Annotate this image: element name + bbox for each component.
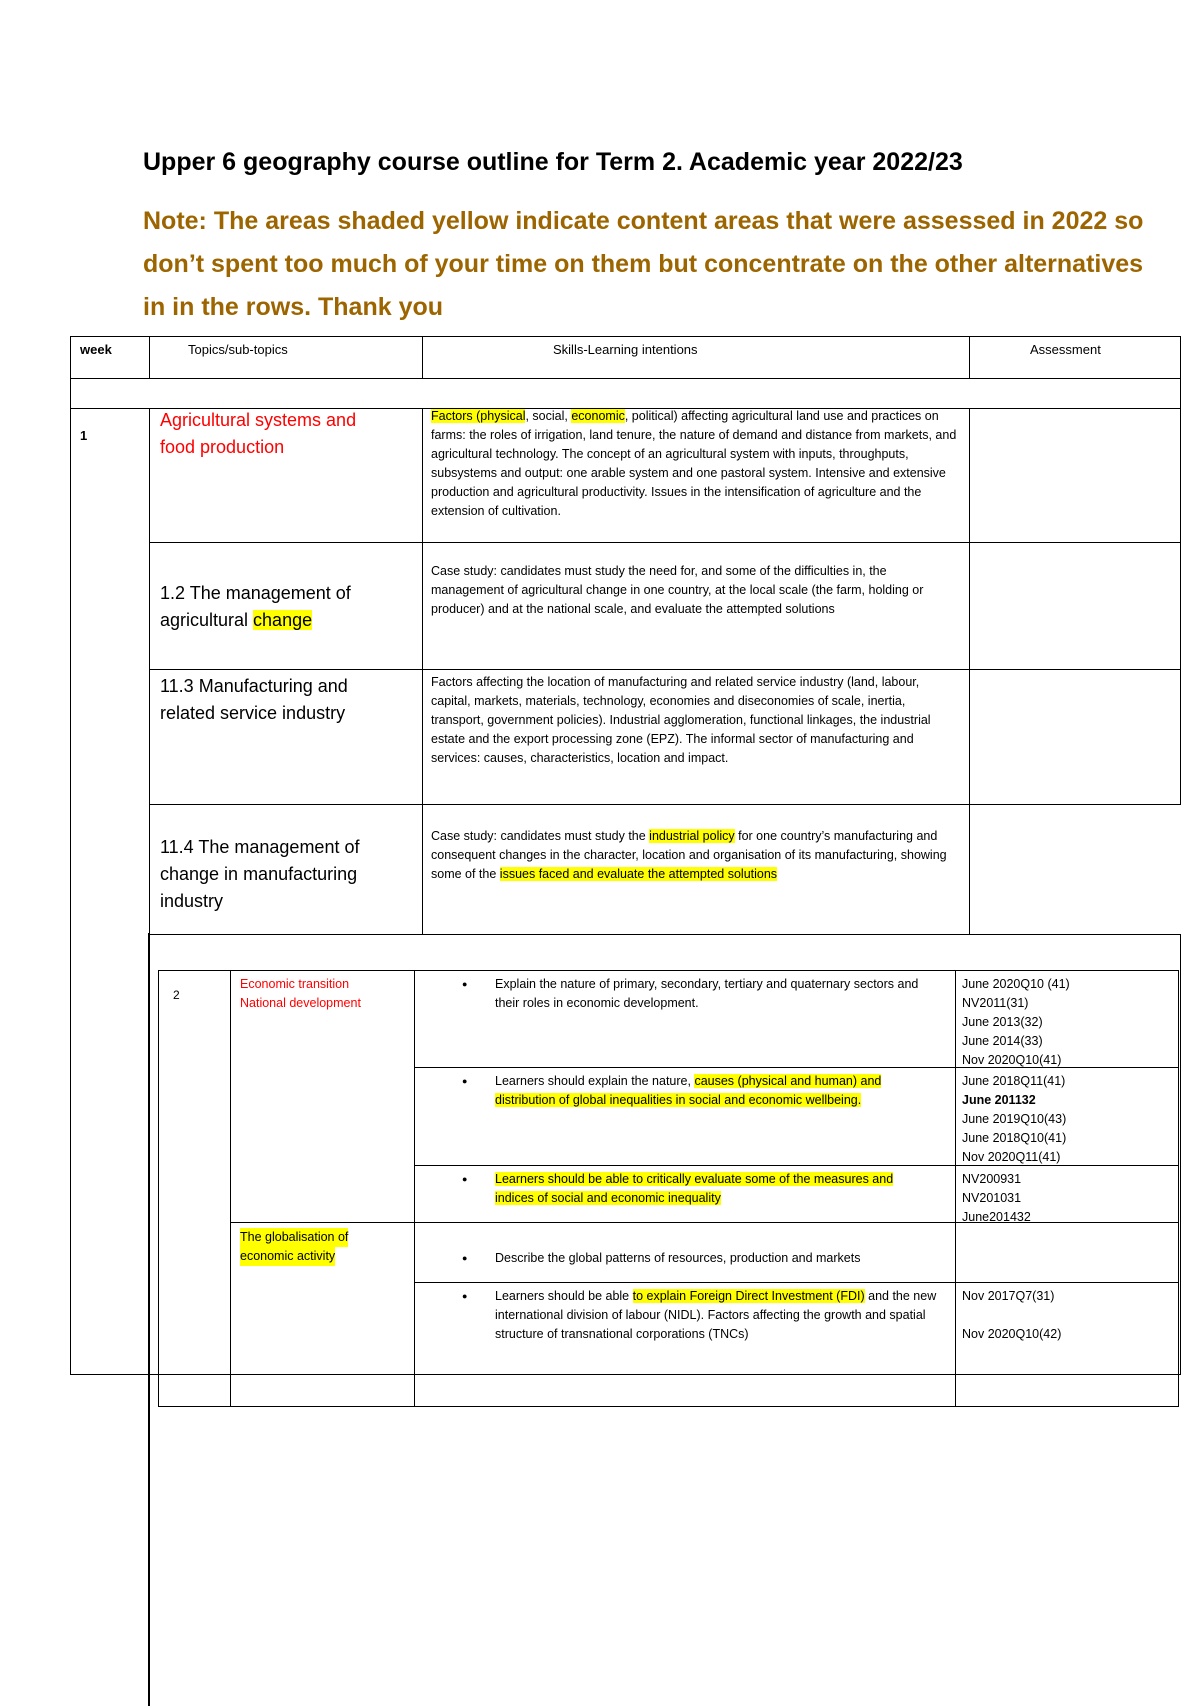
note-text: Note: The areas shaded yellow indicate content areas that were assessed in 2022 so don’t spent too much of your time on them but concentrate on the other alternatives in in the rows. Thank you <box>143 207 1144 321</box>
nested-divider <box>148 933 150 1706</box>
spacer-row <box>71 379 1181 409</box>
assessment-global-inequalities: June 2018Q11(41) June 201132 June 2019Q10(43) June 2018Q10(41) Nov 2020Q11(41) <box>962 1074 1067 1164</box>
topic-agricultural-systems: Agricultural systems and food production <box>160 410 357 457</box>
topic-globalisation: The globalisation of economic activity <box>240 1228 420 1266</box>
item-global-patterns: Describe the global patterns of resources, production and markets <box>495 1251 861 1265</box>
skills-manufacturing-service: Factors affecting the location of manufacturing and related service industry (land, labour, capital, markets, materials, technology, economies and diseconomies of scale, inertia, transport, government policies). Industrial agglomeration, functional linkages, the industrial estate and the export processing zone (EPZ). The informal sector of manufacturing and services: causes, characteristics, location and impact. <box>431 675 931 765</box>
bullet-icon: ● <box>462 1253 468 1263</box>
topic-economic-transition: Economic transition National development <box>240 977 361 1010</box>
bullet-icon: ● <box>462 1076 468 1086</box>
week-1-cell <box>71 409 150 1375</box>
skills-agricultural-systems: Factors (physical, social, economic, political) affecting agricultural land use and practices on farms: the roles of irrigation, land tenure, the nature of demand and distance from markets, and agricultural technology. The concept of an agricultural system with inputs, throughputs, subsystems and output: one arable system and one pastoral system. Intensive and extensive production and agricultural productivity. Issues in the intensification of agriculture and the extension of cultivation. <box>431 409 957 518</box>
topic-management-manufacturing-change: 11.4 The management of change in manufacturing industry <box>160 837 360 911</box>
item-economic-sectors: Explain the nature of primary, secondary, tertiary and quaternary sectors and their roles in economic development. <box>495 977 919 1010</box>
assessment-fdi: Nov 2017Q7(31) Nov 2020Q10(42) <box>962 1289 1062 1341</box>
bullet-icon: ● <box>462 1174 468 1184</box>
header-week: week <box>80 342 112 357</box>
header-topics: Topics/sub-topics <box>188 342 288 357</box>
assessment-economic-sectors: June 2020Q10 (41) NV2011(31) June 2013(32) June 2014(33) Nov 2020Q10(41) <box>962 977 1070 1067</box>
item-fdi: Learners should be able to explain Foreign Direct Investment (FDI) and the new international division of labour (NIDL). Factors affecting the growth and spatial structure of transnational corporations (TNCs) <box>495 1289 937 1341</box>
topic-management-agricultural-change: 1.2 The management of agricultural change <box>160 583 351 630</box>
bullet-icon: ● <box>462 1291 468 1301</box>
week-1-number: 1 <box>80 428 88 443</box>
topic-manufacturing-service: 11.3 Manufacturing and related service industry <box>160 676 348 723</box>
header-skills: Skills-Learning intentions <box>553 342 698 357</box>
week-2-number: 2 <box>173 988 180 1002</box>
skills-management-agricultural-change: Case study: candidates must study the need for, and some of the difficulties in, the management of agricultural change in one country, at the local scale (the farm, holding or producer) and at the national scale, and evaluate the attempted solutions <box>431 564 924 616</box>
bullet-icon: ● <box>462 979 468 989</box>
assessment-measures-inequality: NV200931 NV201031 June201432 <box>962 1172 1031 1224</box>
item-measures-inequality: Learners should be able to critically evaluate some of the measures and indices of social and economic inequality <box>495 1172 894 1205</box>
skills-management-manufacturing-change: Case study: candidates must study the industrial policy for one country’s manufacturing and consequent changes in the character, location and organisation of its manufacturing, showing some of the issues faced and evaluate the attempted solutions <box>431 829 947 881</box>
header-assessment: Assessment <box>1030 342 1101 357</box>
item-global-inequalities: Learners should explain the nature, causes (physical and human) and distribution of global inequalities in social and economic wellbeing. <box>495 1074 882 1107</box>
page-title: Upper 6 geography course outline for Term 2. Academic year 2022/23 <box>143 148 963 176</box>
